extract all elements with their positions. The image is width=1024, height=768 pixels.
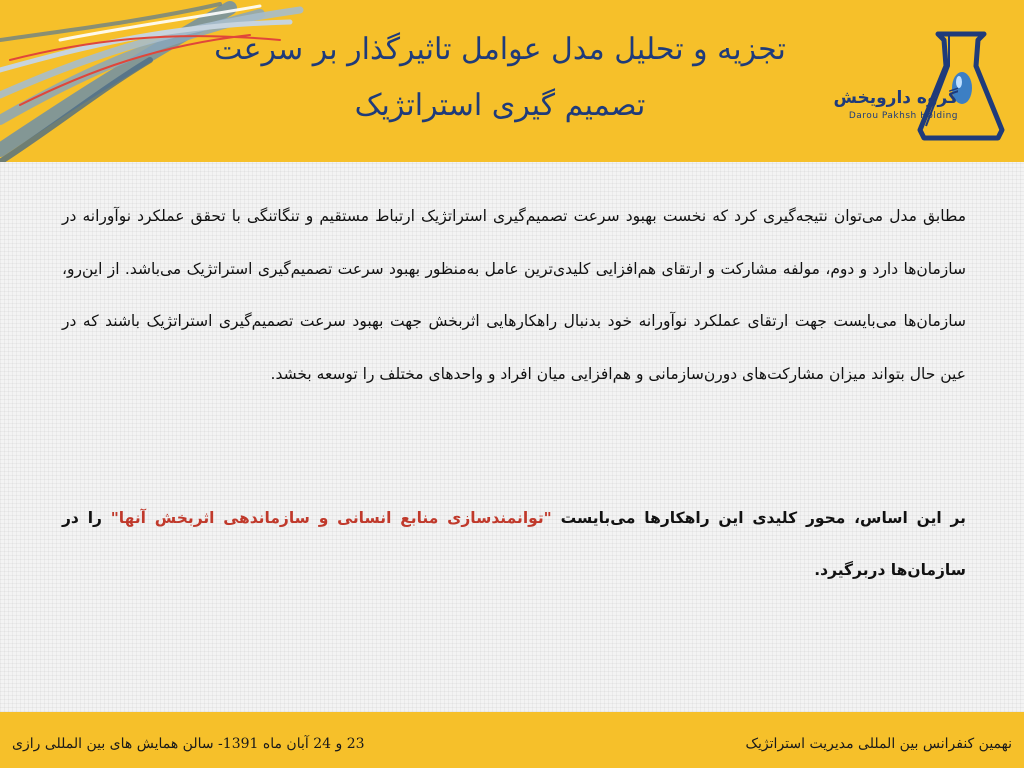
paragraph-1: مطابق مدل می‌توان نتیجه‌گیری کرد که نخست بهبود سرعت تصمیم‌گیری استراتژیک ارتباط مستقیم و تنگاتنگی با تحقق عملکرد نوآورانه در سازمان‌ها دارد و دوم، مولفه مشارکت و ارتقای هم‌افزایی کلیدی‌ترین عامل به‌منظور بهبود سرعت تصمیم‌گیری استراتژیک می‌باشد. از این‌رو، سازمان‌ها می‌بایست جهت ارتقای عملکرد نوآورانه خود بدنبال راهکارهایی اثربخش جهت بهبود سرعت تصمیم‌گیری استراتژیک باشند که در عین حال بتواند میزان مشارکت‌های دورن‌سازمانی و هم‌افزایی میان افراد و واحدهای مختلف را توسعه بخشد.: [62, 207, 966, 383]
paragraph-2-end: را در سازمان‌ها دربرگیرد.: [62, 509, 966, 579]
logo-subtitle: Darou Pakhsh Holding: [848, 111, 958, 121]
title-line-2: تصمیم گیری استراتژیک: [354, 88, 646, 123]
footer-date-venue: 23 و 24 آبان ماه 1391- سالن همایش های بین المللی رازی: [12, 736, 365, 752]
logo-name: گروه دارویخش: [833, 88, 958, 108]
title-line-1: تجزیه و تحلیل مدل عوامل تاثیرگذار بر سرعت: [214, 32, 786, 67]
footer-conference: نهمین کنفرانس بین المللی مدیریت استراتژیک: [745, 736, 1012, 752]
content-area: [0, 162, 1024, 712]
paragraph-2-highlight: "توانمندسازی منابع انسانی و سازماندهی اثربخش آنها": [110, 509, 552, 527]
slide-title: [180, 22, 820, 134]
header-banner: [0, 0, 1024, 162]
flask-logo-icon: [828, 26, 1008, 146]
footer-banner: [0, 712, 1024, 768]
paragraph-2-start: بر این اساس، محور کلیدی این راهکارها می‌بایست: [551, 509, 966, 527]
paragraph-2: [62, 492, 966, 596]
